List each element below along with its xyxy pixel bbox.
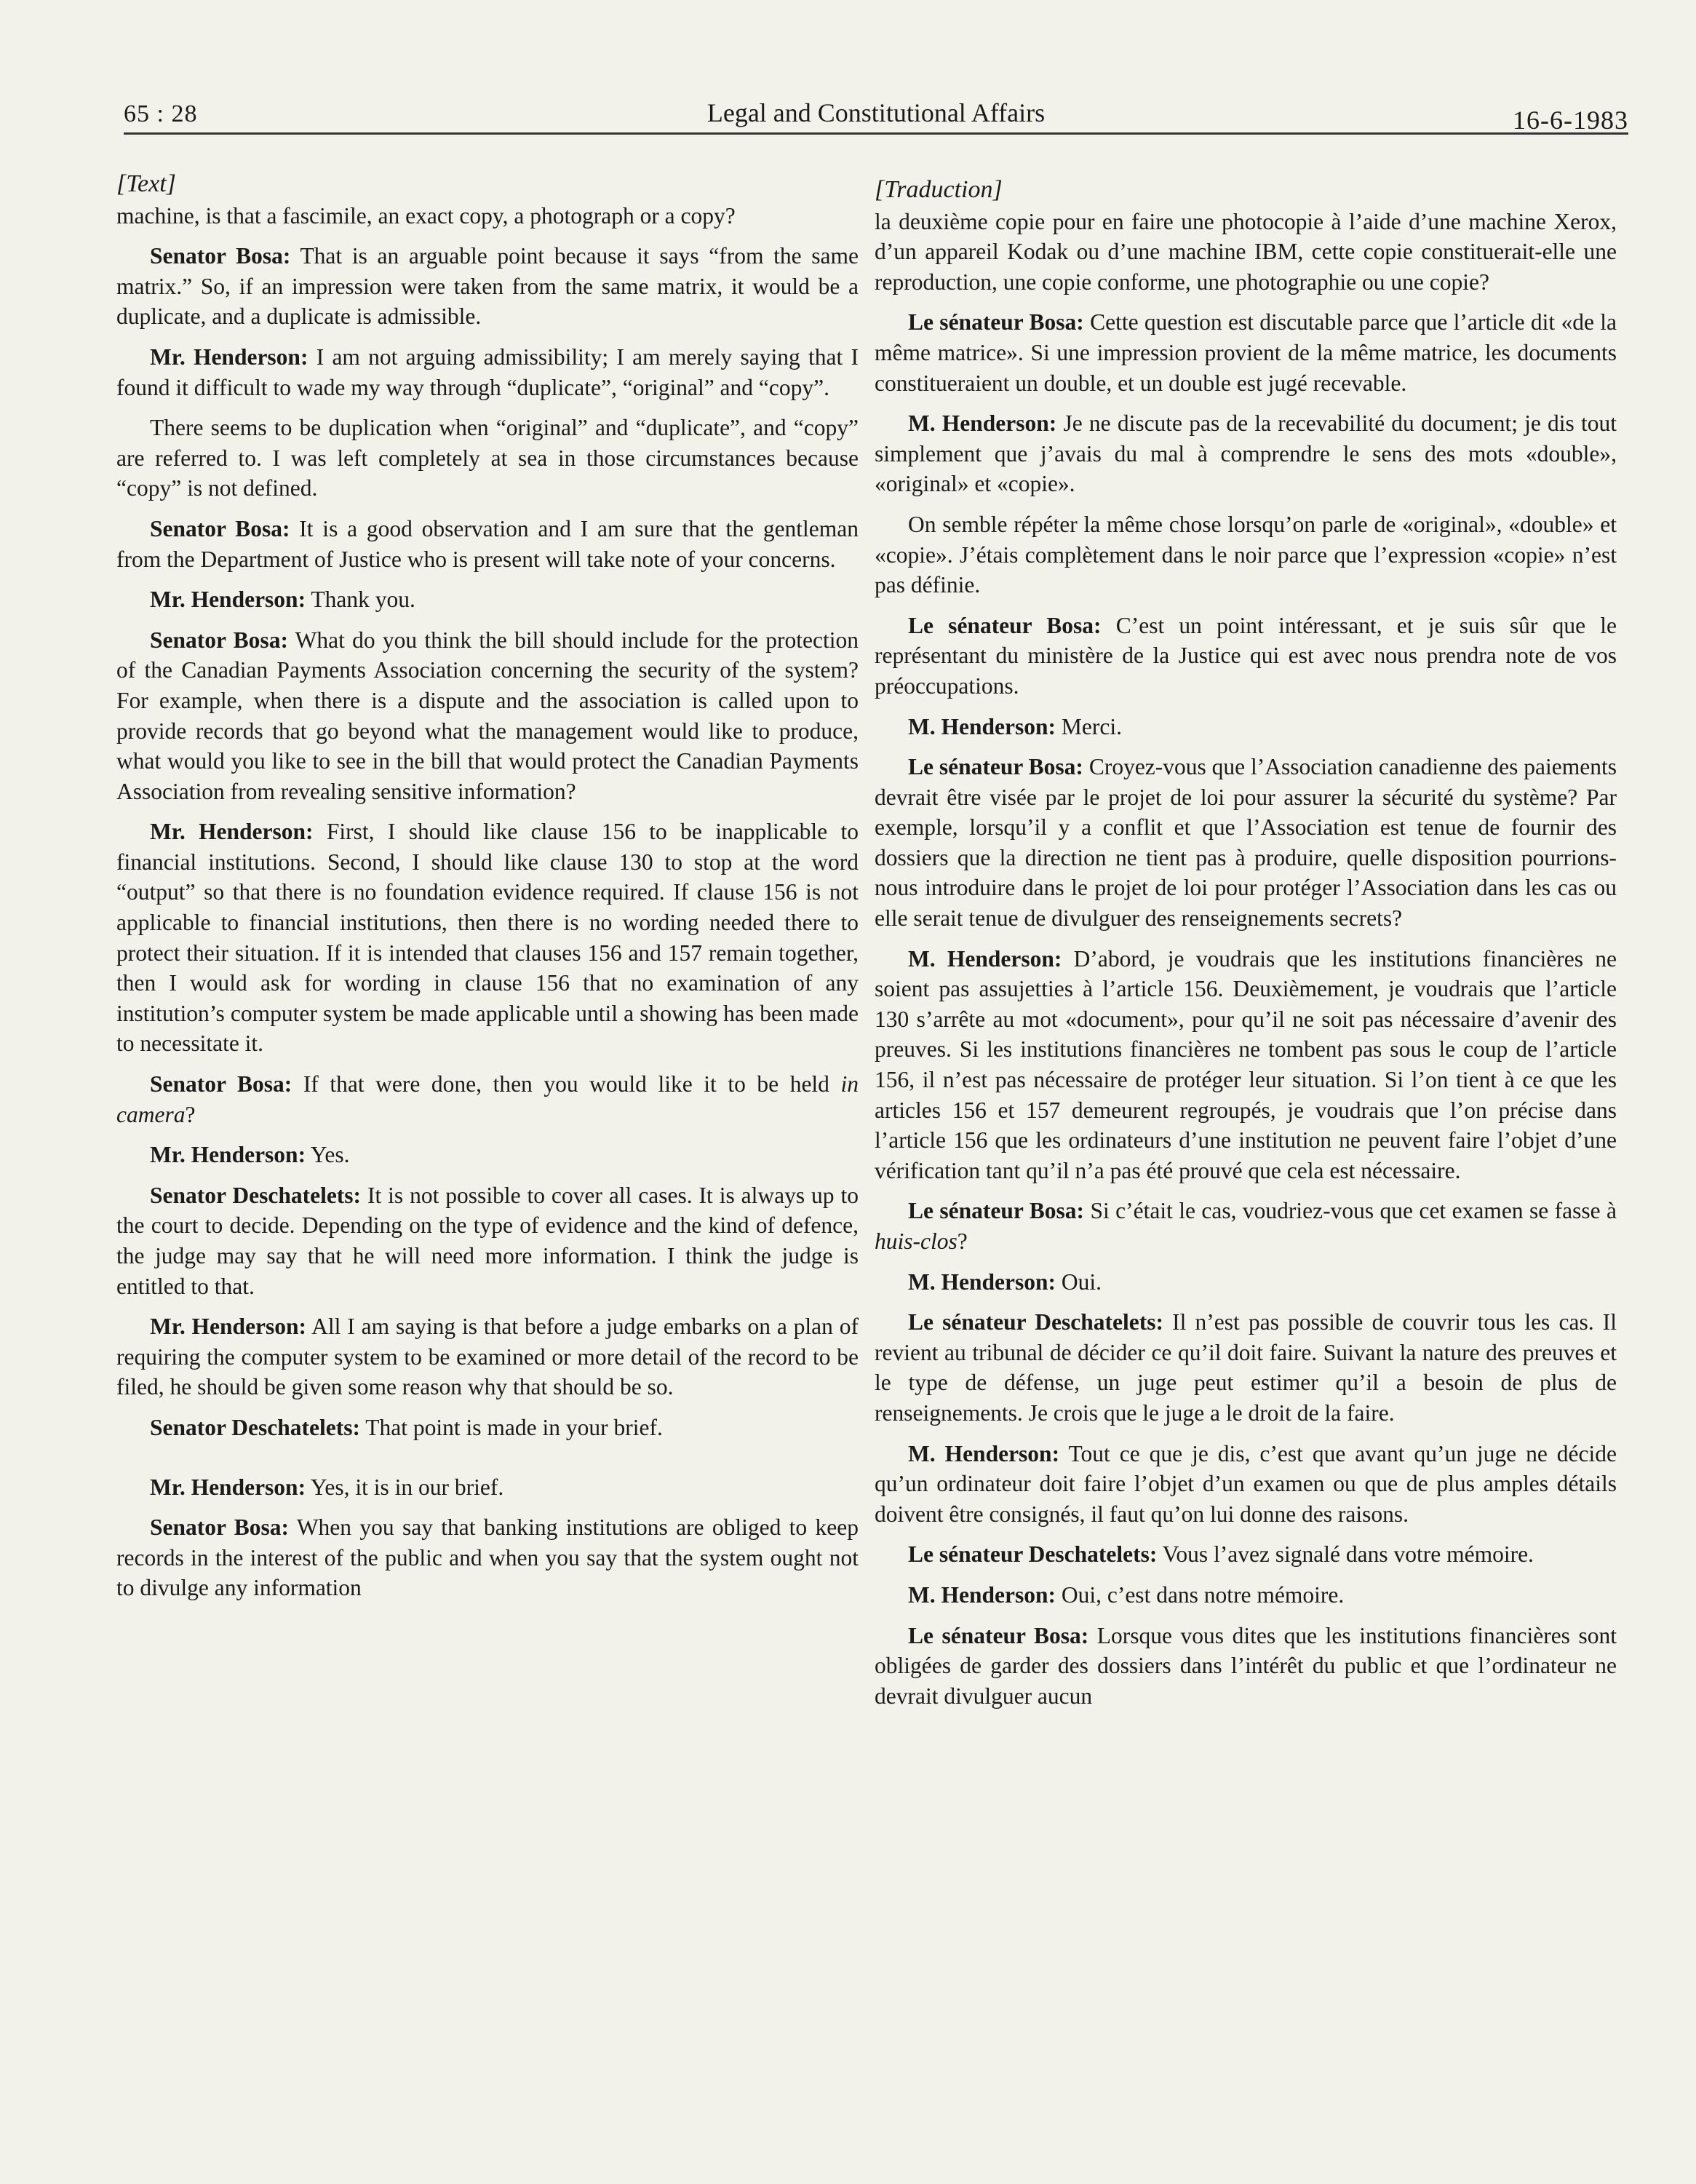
speaker-name: Le sénateur Bosa: [908,1198,1085,1224]
speech-text: Thank you. [311,587,415,613]
speaker-name: Le sénateur Bosa: [908,309,1084,335]
speaker-name: Le sénateur Bosa: [908,612,1102,638]
speaker-name: Senator Bosa: [150,1514,290,1541]
transcript-paragraph [875,611,1617,702]
italic-term: in camera [116,1071,859,1127]
speaker-name: Senator Deschatelets: [150,1182,362,1208]
transcript-paragraph [875,509,1617,600]
transcript-paragraph [875,1439,1617,1530]
page-number: 65 : 28 [124,100,198,127]
transcript-paragraph [116,1512,859,1603]
transcript-paragraph [116,1140,859,1170]
speech-text: When you say that banking institutions are obliged to keep records in the interest of the public and when you say that the system ought not to divulge any information [116,1514,859,1601]
speaker-name: Le sénateur Bosa: [908,754,1083,780]
transcript-paragraph [116,1069,859,1129]
language-label: [Text] [116,170,176,197]
speech-text: All I am saying is that before a judge embarks on a plan of requiring the computer system to be examined or more detail of the record to be filed, he should be given some reason why that should be so. [116,1314,859,1400]
speaker-name: Mr. Henderson: [150,344,308,370]
transcript-paragraph [875,207,1617,298]
transcript-paragraph [116,1311,859,1402]
speech-text: Merci. [1061,713,1122,739]
speech-text: C’est un point intéressant, et je suis sûr que le représentant du ministère de la Justice qui est avec nous prendra note de vos préoccupations. [875,612,1617,699]
transcript-paragraph [116,1180,859,1301]
speaker-name: Le sénateur Bosa: [908,1622,1089,1648]
speech-text: If that were done, then you would like it to be held [303,1071,841,1097]
speech-text: That is an arguable point because it says “from the same matrix.” So, if an impression were taken from the same matrix, it would be a duplicate, and a duplicate is admissible. [116,243,859,330]
transcript-paragraph [116,1472,859,1503]
speech-text: Yes, it is in our brief. [310,1474,504,1500]
italic-term: huis-clos [875,1228,958,1254]
speech-text: On semble répéter la même chose lorsqu’on parle de «original», «double» et «copie». J’étais complètement dans le noir parce que l’expression «copie» n’est pas définie. [875,511,1617,598]
speaker-name: Mr. Henderson: [150,1142,306,1168]
speaker-name: Senator Deschatelets: [150,1414,360,1440]
transcript-paragraph [116,413,859,504]
speech-text: It is not possible to cover all cases. It is always up to the court to decide. Depending on the type of evidence and the kind of defence, the judge may say that he will need more information. I think the judge is entitled to that. [116,1182,859,1299]
speaker-name: Senator Bosa: [150,1071,292,1097]
transcript-paragraph [875,712,1617,742]
speaker-name: Senator Bosa: [150,515,290,541]
running-header [124,86,1628,135]
publication-date: 16-6-1983 [1513,106,1628,135]
transcript-paragraph [116,201,859,231]
speech-text: Croyez-vous que l’Association canadienne des paiements devrait être visée par le projet de loi pour assurer la sécurité du système? Par exemple, lorsqu’il y a conflit et que l’Association est tenue de fournir des dossiers que la direction ne tient pas à produire, quelle disposition pourrions-nous introduire dans le projet de loi pour protéger l’Association dans les cas ou elle serait tenue de divulguer des renseignements secrets? [875,754,1617,932]
transcript-paragraph [116,241,859,332]
speaker-name: Mr. Henderson: [150,587,306,613]
speaker-name: Senator Bosa: [150,243,291,269]
speech-text: Lorsque vous dites que les institutions financières sont obligées de garder des dossiers dans l’intérêt du public et que l’ordinateur ne devrait divulguer aucun [875,1622,1617,1709]
transcript-paragraph [875,1580,1617,1611]
speaker-name: Le sénateur Deschatelets: [908,1541,1158,1568]
speaker-name: Mr. Henderson: [150,1314,307,1340]
speaker-name: M. Henderson: [908,713,1056,739]
speech-text: Yes. [310,1142,350,1168]
speech-text: Oui. [1061,1268,1102,1295]
trailing-punctuation: ? [185,1101,196,1127]
speech-text: Tout ce que je dis, c’est que avant qu’un juge ne décide qu’un ordinateur doit faire l’objet d’un examen ou que de plus amples détails doivent être consignés, il faut qu’on lui donne des raisons. [875,1440,1617,1527]
transcript-paragraph [875,1267,1617,1298]
english-column [116,169,859,1613]
trailing-punctuation: ? [957,1228,968,1254]
speech-text: D’abord, je voudrais que les institutions financières ne soient pas assujetties à l’article 156. Deuxièmement, je voudrais que l’article 130 s’arrête au mot «document», pour qu’il ne soit pas nécessaire d’avenir des preuves. Si les institutions financières ne tombent pas sous le coup de l’article 156, il n’est pas nécessaire de protéger leur situation. Si l’on tient à ce que les articles 156 et 157 demeurent regroupés, je voudrais que l’on précise dans l’article 156 que les ordinateurs d’une institution ne peuvent faire l’objet d’une vérification tant qu’il n’a pas été prouvé que cela est nécessaire. [875,945,1617,1183]
speech-text: It is a good observation and I am sure that the gentleman from the Department of Justice who is present will take note of your concerns. [116,515,859,572]
transcript-paragraph [116,625,859,807]
speech-text: Vous l’avez signalé dans votre mémoire. [1162,1541,1534,1568]
transcript-paragraph [875,752,1617,934]
transcript-paragraph [875,1307,1617,1428]
transcript-paragraph [875,408,1617,499]
speech-text: Il n’est pas possible de couvrir tous les cas. Il revient au tribunal de décider ce qu’il doit faire. Suivant la nature des preuves et le type de défense, un juge peut estimer qu’il a besoin de plus de renseignements. Je crois que le juge a le droit de la faire. [875,1309,1617,1426]
transcript-paragraph [116,514,859,574]
speaker-name: Senator Bosa: [150,627,288,653]
speaker-name: M. Henderson: [908,945,1062,972]
speech-text: Si c’était le cas, voudriez-vous que cet examen se fasse à [1090,1198,1617,1224]
transcript-paragraph [875,1621,1617,1712]
language-label: [Traduction] [875,176,1003,203]
speech-text: machine, is that a fascimile, an exact copy, a photograph or a copy? [116,202,736,229]
publication-title: Legal and Constitutional Affairs [706,98,1046,127]
speaker-name: Mr. Henderson: [150,1474,306,1500]
speech-text: Oui, c’est dans notre mémoire. [1061,1581,1345,1608]
transcript-paragraph [875,1196,1617,1256]
transcript-paragraph [116,1413,859,1443]
speech-text: What do you think the bill should include for the protection of the Canadian Payments Association concerning the security of the system? For example, when there is a dispute and the association is called upon to provide records that go beyond what the management would like to produce, what would you like to see in the bill that would protect the Canadian Payments Association from revealing sensitive information? [116,627,859,804]
speaker-name: M. Henderson: [908,1268,1056,1295]
speaker-name: M. Henderson: [908,1440,1060,1466]
transcript-paragraph [875,944,1617,1186]
speech-text: Je ne discute pas de la recevabilité du document; je dis tout simplement que j’avais du mal à comprendre le sens des mots «double», «original» et «copie». [875,410,1617,497]
transcript-paragraph [875,307,1617,398]
transcript-paragraph [116,584,859,615]
speech-text: There seems to be duplication when “original” and “duplicate”, and “copy” are referred to. I was left completely at sea in those circumstances because “copy” is not defined. [116,415,859,501]
speech-text: Cette question est discutable parce que l’article dit «de la même matrice». Si une impression provient de la même matrice, les documents constitueraient un double, et un double est jugé recevable. [875,309,1617,396]
transcript-paragraph [875,1539,1617,1570]
speaker-name: Le sénateur Deschatelets: [908,1309,1163,1335]
speech-text: First, I should like clause 156 to be inapplicable to financial institutions. Second, I should like clause 130 to stop at the word “output” so that there is no foundation evidence required. If clause 156 is not applicable to financial institutions, then there is no wording needed there to protect their situation. If it is intended that clauses 156 and 157 remain together, then I would ask for wording in clause 156 that no examination of any institution’s computer system be made applicable until a showing has been made to necessitate it. [116,819,859,1057]
transcript-paragraph [116,817,859,1059]
speaker-name: M. Henderson: [908,410,1057,437]
speaker-name: Mr. Henderson: [150,819,314,845]
speech-text: la deuxième copie pour en faire une photocopie à l’aide d’une machine Xerox, d’un appareil Kodak ou d’une machine IBM, cette copie constituerait-elle une reproduction, une copie conforme, une photographie ou une copie? [875,208,1617,295]
french-column [875,175,1617,1721]
transcript-paragraph [116,342,859,402]
speaker-name: M. Henderson: [908,1581,1056,1608]
speech-text: That point is made in your brief. [365,1414,663,1440]
speech-text: I am not arguing admissibility; I am merely saying that I found it difficult to wade my way through “duplicate”, “original” and “copy”. [116,344,859,400]
